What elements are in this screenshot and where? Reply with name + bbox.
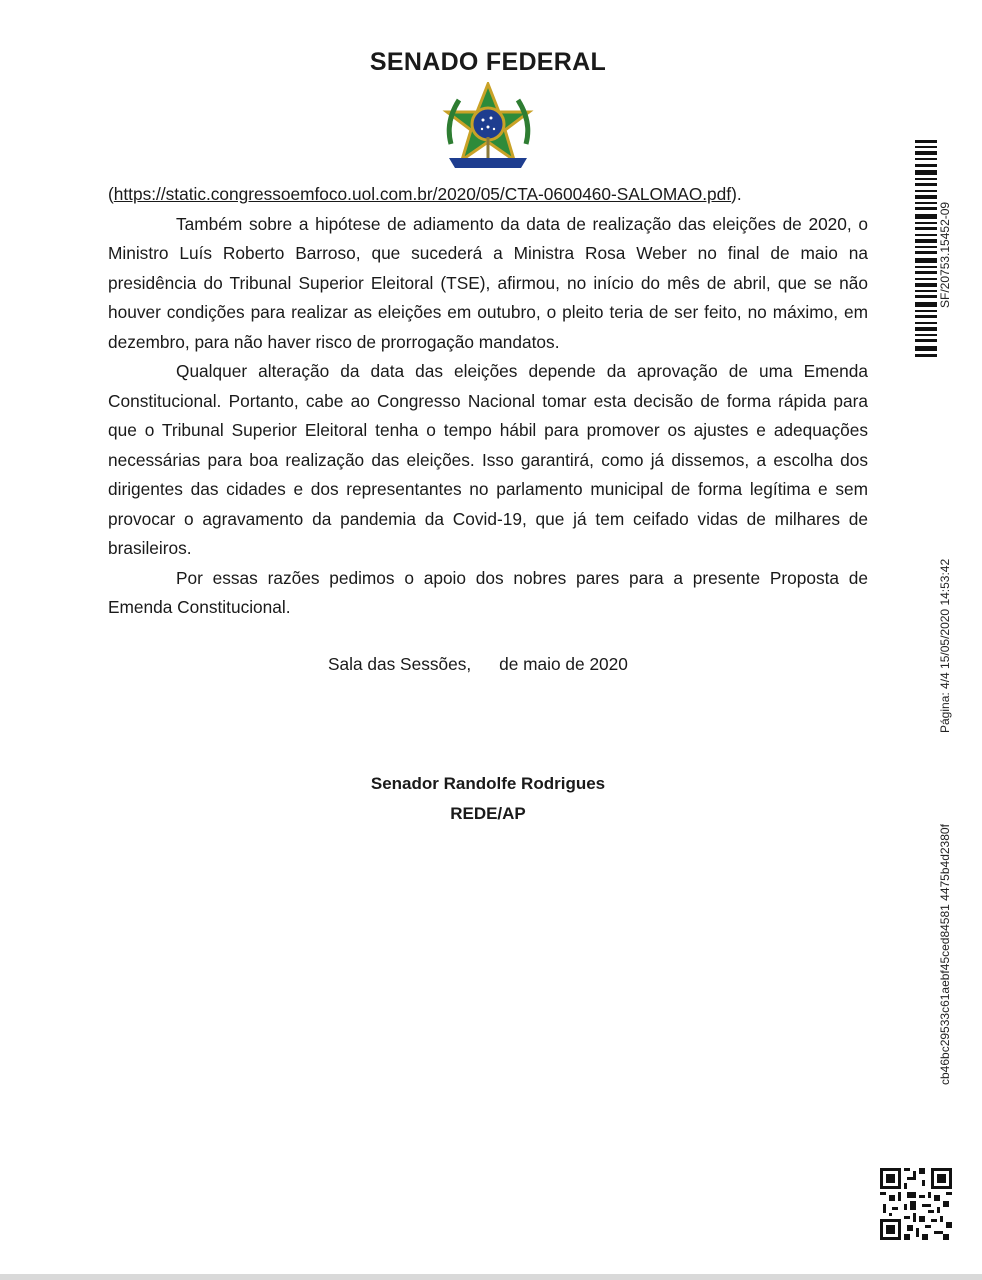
qr-code-icon: [880, 1168, 952, 1240]
paragraph-1: Também sobre a hipótese de adiamento da data de realização das eleições de 2020, o Ministro Luís Roberto Barroso, que sucederá a Ministra Rosa Weber no final de maio na presidência do Tribunal Superior Eleitoral (TSE), afirmou, no início do mês de abril, que se não houver condições para realizar as eleições em outubro, o pleito teria de ser feito, no máximo, em dezembro, para não haver risco de prorrogação mandatos.: [108, 213, 868, 352]
source-link[interactable]: https://static.congressoemfoco.uol.com.br/2020/05/CTA-0600460-SALOMAO.pdf: [113, 184, 732, 204]
paragraph-3: Por essas razões pedimos o apoio dos nobres pares para a presente Proposta de Emenda Constitucional.: [108, 567, 868, 617]
page-bottom-edge: [0, 1274, 982, 1280]
source-link-line: [108, 180, 868, 210]
signatory-party: REDE/AP: [450, 804, 526, 823]
paragraph-2: Qualquer alteração da data das eleições depende da aprovação de uma Emenda Constitucional. Portanto, cabe ao Congresso Nacional tomar esta decisão de forma rápida para que o Tribunal Superior Eleitoral tenha o tempo hábil para promover os ajustes e adequações necessárias para boa realização das eleições. Isso garantirá, como já dissemos, a escolha dos dirigentes das cidades e dos representantes no parlamento municipal de forma legítima e sem provocar o agravamento da pandemia da Covid-19, que já tem ceifado vidas de milhares de brasileiros.: [108, 361, 868, 558]
session-place: Sala das Sessões,: [328, 654, 472, 674]
document-body: [108, 180, 868, 623]
session-date: de maio de 2020: [499, 654, 628, 674]
barcode-icon: [915, 140, 937, 360]
signatory-name: Senador Randolfe Rodrigues: [370, 774, 606, 793]
link-open-paren: (: [108, 184, 114, 204]
page-info: Página: 4/4 15/05/2020 14:53:42: [938, 558, 952, 733]
link-close-paren: ).: [731, 184, 742, 204]
document-hash: cb46bc29533c61aebf45ced84581 4475b4d2380f: [938, 824, 952, 1085]
page-title: SENADO FEDERAL: [369, 48, 607, 76]
document-id: SF/20753.15452-09: [938, 201, 952, 308]
coat-of-arms-icon: [441, 82, 536, 172]
session-date-line: [328, 654, 628, 675]
